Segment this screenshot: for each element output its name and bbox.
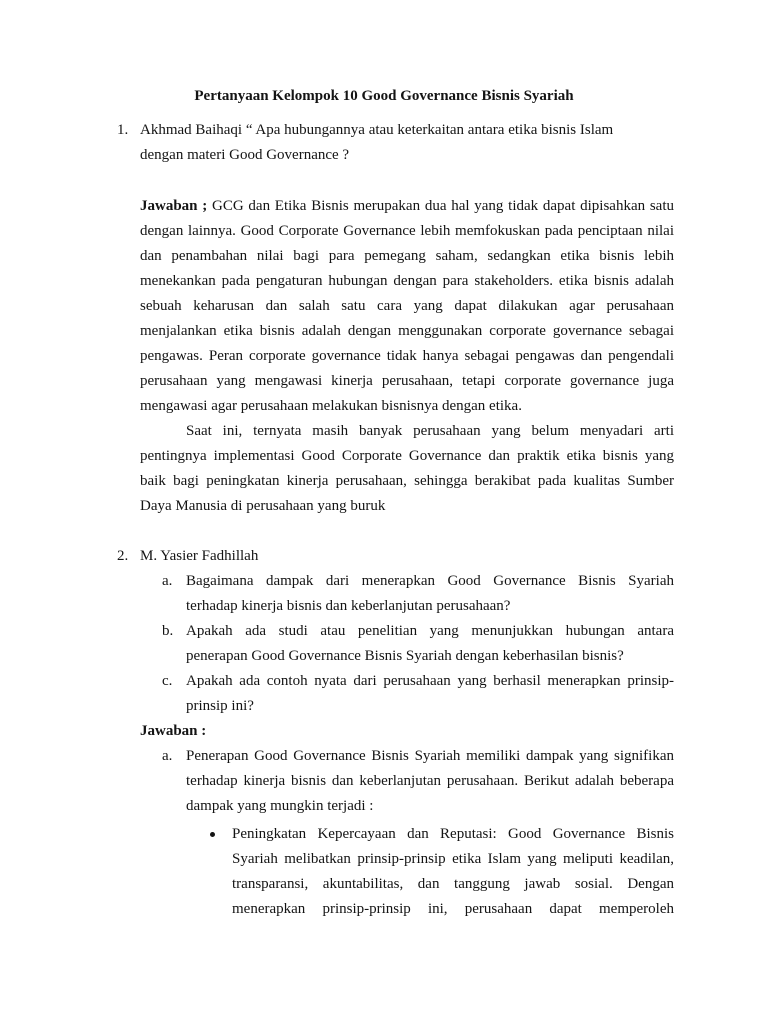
- sub-question-line: terhadap kinerja bisnis dan keberlanjutan perusahaan?: [186, 598, 511, 614]
- answer-line: Daya Manusia di perusahaan yang buruk: [140, 498, 386, 514]
- answer-line: dengan lainnya. Good Corporate Governance lebih memfokuskan pada penciptaan nilai: [140, 223, 674, 239]
- answer-line: [140, 194, 674, 219]
- bullet-line: Syariah melibatkan prinsip-prinsip etika Islam yang meliputi keadilan,: [232, 851, 674, 867]
- list-number: 1.: [117, 122, 129, 138]
- sub-question-line: prinsip ini?: [186, 698, 254, 714]
- answer-label: Jawaban :: [140, 723, 207, 739]
- answer-line: perusahaan yang mengawasi kinerja perusahaan, tetapi corporate governance juga: [140, 373, 674, 389]
- answer-line: terhadap kinerja bisnis dan keberlanjutan perusahaan. Berikut adalah beberapa: [186, 773, 674, 789]
- question-text-line: dengan materi Good Governance ?: [140, 147, 350, 163]
- bullet-line: transparansi, akuntabilitas, dan tanggung jawab sosial. Dengan: [232, 876, 674, 892]
- answer-line: menekankan pada pengaturan hubungan dengan para stakeholders. etika bisnis adalah: [140, 273, 674, 289]
- answer-line: baik bagi peningkatan kinerja perusahaan, sehingga berakibat pada kualitas Sumber: [140, 473, 674, 489]
- answer-label: Jawaban ;: [140, 198, 208, 214]
- answer-line: dan penambahan nilai bagi para pemegang saham, sedangkan etika bisnis lebih: [140, 248, 674, 264]
- answer-letter: a.: [162, 748, 173, 764]
- answer-line: pengawas. Peran corporate governance tidak hanya sebagai pengawas dan pengendali: [140, 348, 674, 364]
- asker-name: M. Yasier Fadhillah: [140, 548, 259, 564]
- sub-question-line: Apakah ada studi atau penelitian yang menunjukkan hubungan antara: [186, 623, 674, 639]
- bullet-line: menerapkan prinsip-prinsip ini, perusahaan dapat memperoleh: [232, 901, 674, 917]
- answer-line: dampak yang mungkin terjadi :: [186, 798, 374, 814]
- bullet-line: Peningkatan Kepercayaan dan Reputasi: Good Governance Bisnis: [232, 826, 674, 842]
- page-title: Pertanyaan Kelompok 10 Good Governance Bisnis Syariah: [194, 88, 574, 104]
- sub-question-line: penerapan Good Governance Bisnis Syariah dengan keberhasilan bisnis?: [186, 648, 624, 664]
- question-text-line: Akhmad Baihaqi “ Apa hubungannya atau keterkaitan antara etika bisnis Islam: [140, 122, 614, 138]
- answer-line-text: GCG dan Etika Bisnis merupakan dua hal yang tidak dapat dipisahkan satu: [212, 198, 675, 214]
- answer-line: Saat ini, ternyata masih banyak perusahaan yang belum menyadari arti: [186, 423, 674, 439]
- sub-question-letter: c.: [162, 673, 173, 689]
- sub-question-letter: b.: [162, 623, 174, 639]
- sub-question-line: Bagaimana dampak dari menerapkan Good Governance Bisnis Syariah: [186, 573, 674, 589]
- sub-question-line: Apakah ada contoh nyata dari perusahaan yang berhasil menerapkan prinsip-: [186, 673, 674, 689]
- answer-line: sebuah keharusan dan salah satu cara yang dapat dilakukan agar perusahaan: [140, 298, 674, 314]
- answer-line: Penerapan Good Governance Bisnis Syariah memiliki dampak yang signifikan: [186, 748, 674, 764]
- sub-question-letter: a.: [162, 573, 173, 589]
- list-number: 2.: [117, 548, 129, 564]
- answer-line: mengawasi agar perusahaan melakukan bisnisnya dengan etika.: [140, 398, 522, 414]
- answer-line: menjalankan etika bisnis adalah dengan menggunakan corporate governance sebagai: [140, 323, 674, 339]
- bullet-icon: [210, 832, 215, 837]
- answer-line: pentingnya implementasi Good Corporate Governance dan praktik etika bisnis yang: [140, 448, 674, 464]
